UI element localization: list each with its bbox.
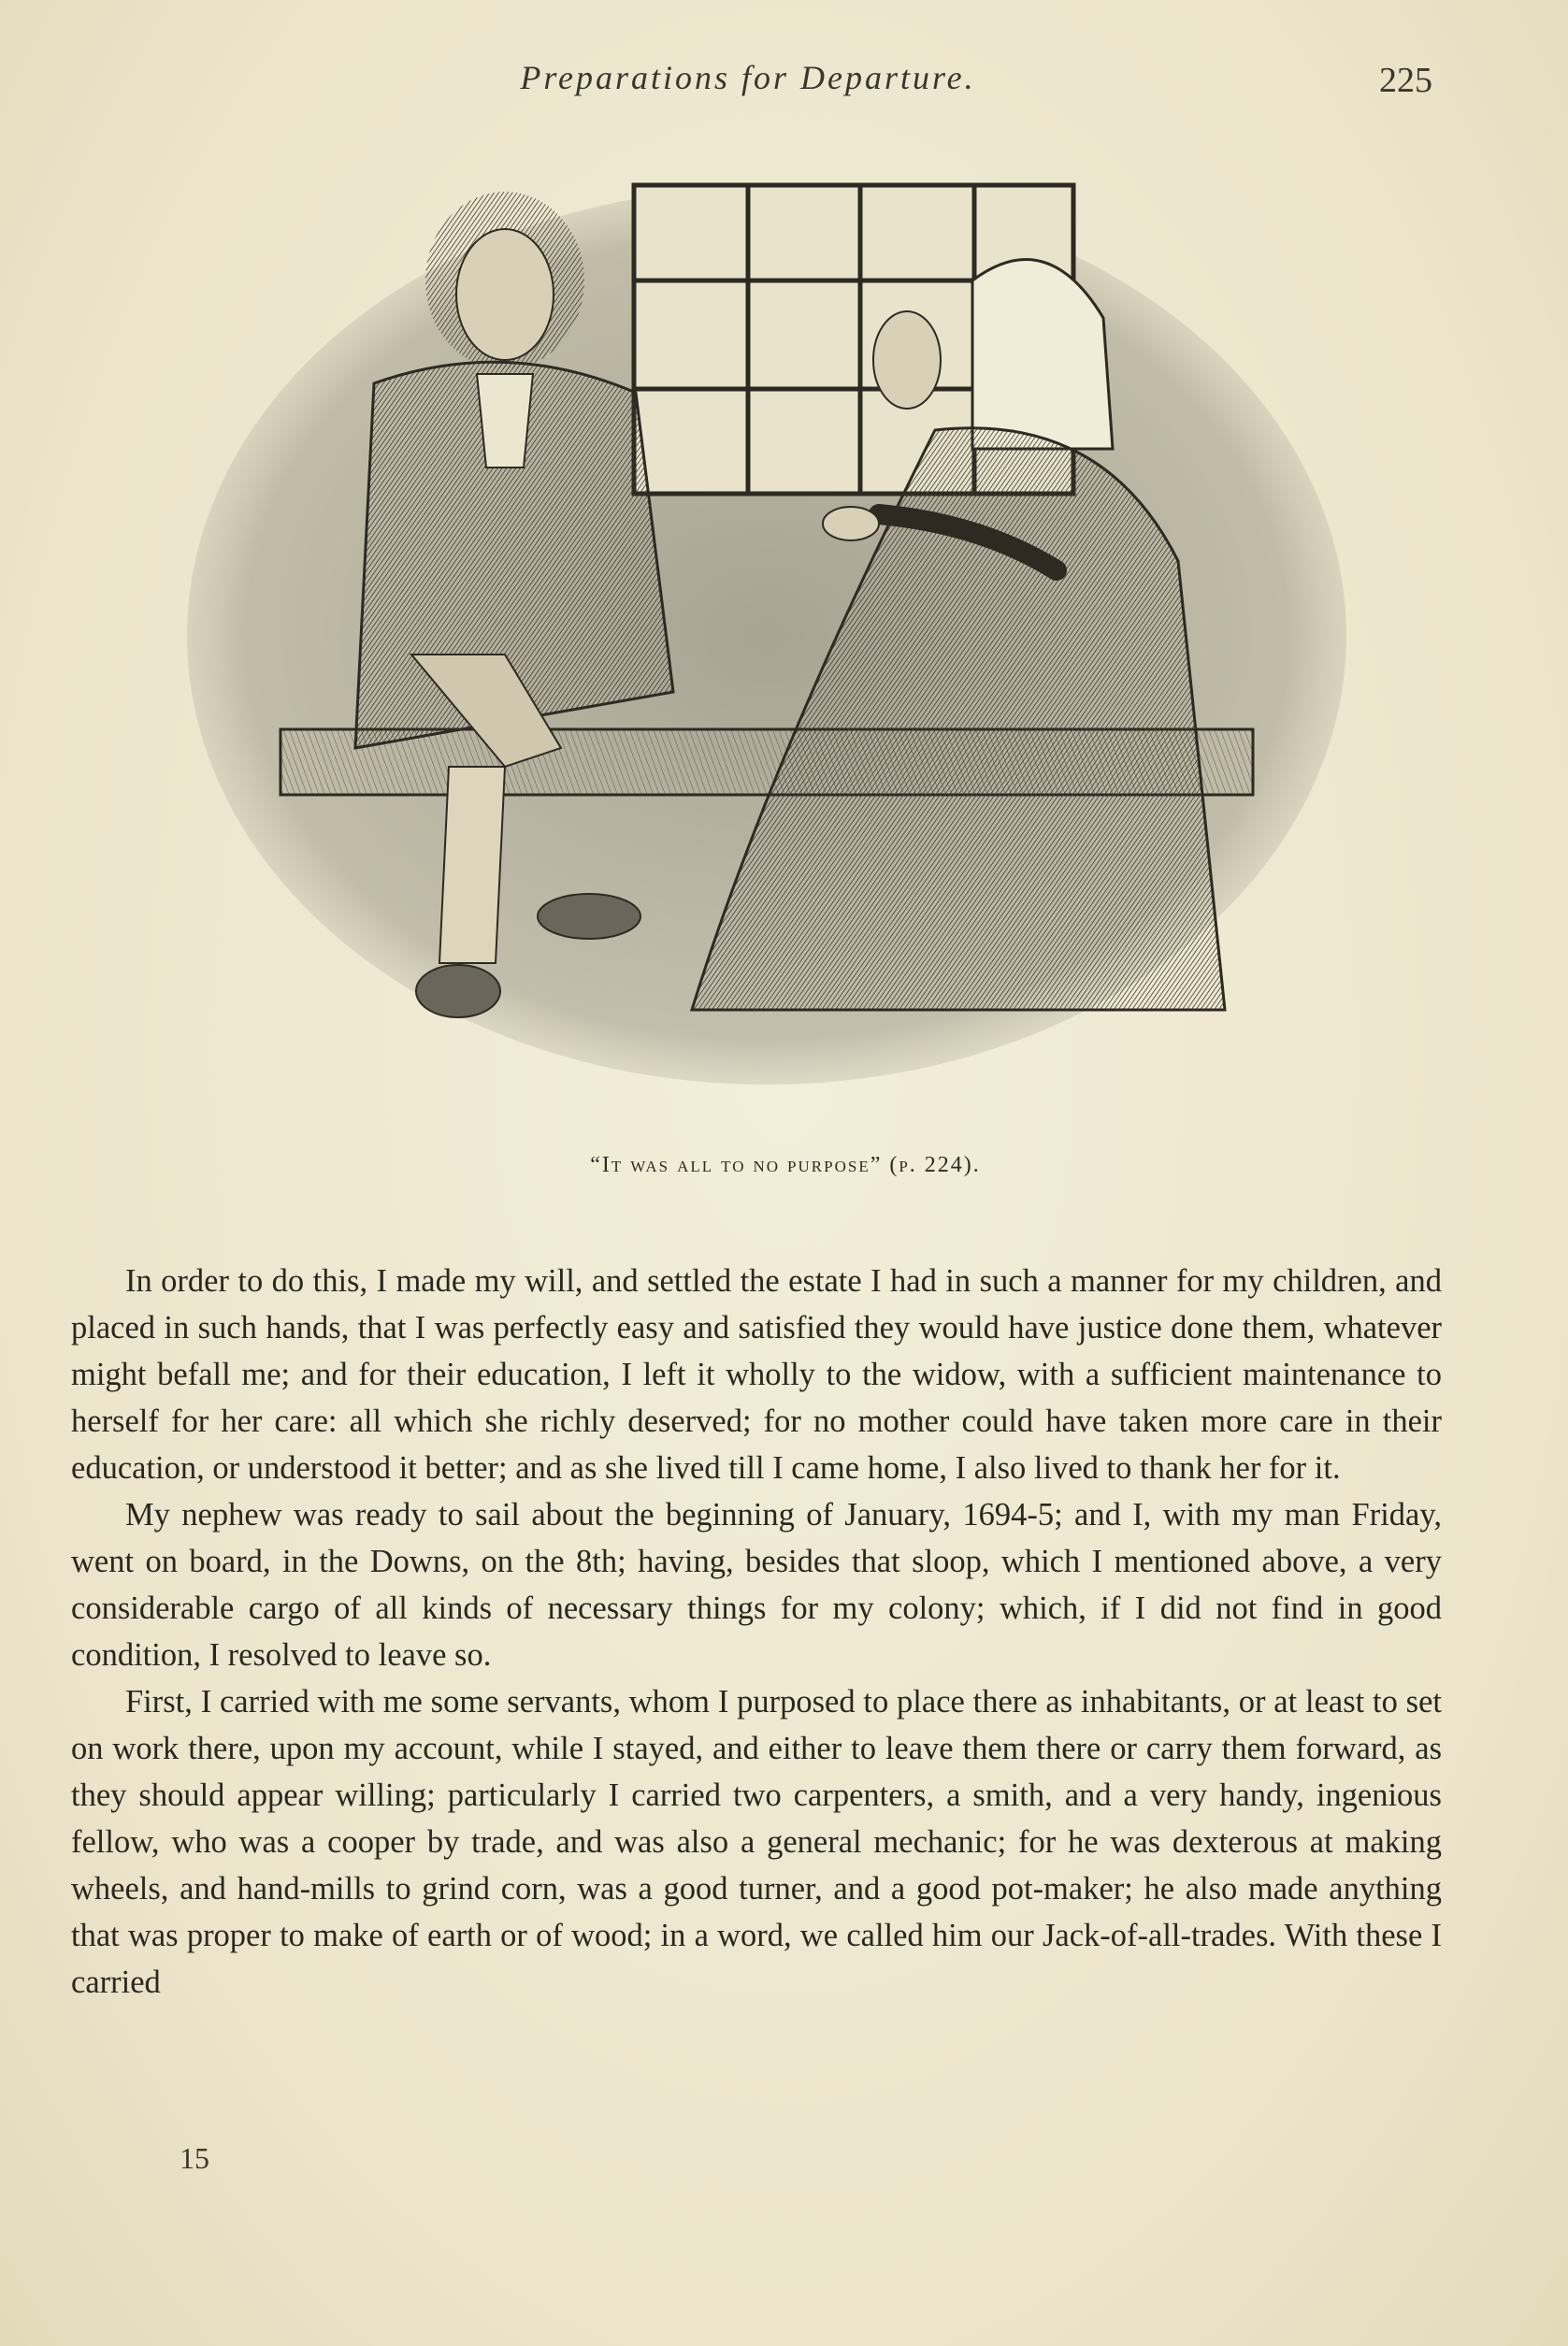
illustration-caption: “It was all to no purpose” (p. 224). (590, 1153, 981, 1177)
paragraph: My nephew was ready to sail about the beginning of January, 1694-5; and I, with my man Friday, went on board, in the Downs, on the 8th; having, besides that sloop, which I mentioned above, a very considerable cargo of all kinds of necessary things for my colony; which, if I did not find in good condition, I resolved to leave so. (71, 1497, 1442, 1673)
paragraph: In order to do this, I made my will, and settled the estate I had in such a manner for my children, and placed in such hands, that I was perfectly easy and satisfied they would have justice done them, whatever might befall me; and for their education, I left it wholly to the widow, with a sufficient maintenance to herself for her care: all which she richly deserved; for no mother could have taken more care in their education, or understood it better; and as she lived till I came home, I also lived to thank her for it. (71, 1263, 1442, 1486)
running-title: Preparations for Departure. (520, 59, 976, 96)
page-number: 225 (1379, 61, 1432, 100)
body-text (71, 1258, 1442, 2006)
printer-signature-mark: 15 (180, 2141, 209, 2175)
paragraph: First, I carried with me some servants, whom I purposed to place there as inhabitants, or at least to set on work there, upon my account, while I stayed, and either to leave them there or carry them forward, as they should appear willing; particularly I carried two carpenters, a smith, and a very handy, ingenious fellow, who was a cooper by trade, and was also a general mechanic; for he was dexterous at making wheels, and hand-mills to grind corn, was a good turner, and a good pot-maker; he also made anything that was proper to make of earth or of wood; in a word, we called him our Jack-of-all-trades. With these I carried (71, 1684, 1442, 2000)
engraved-illustration (168, 168, 1346, 1122)
